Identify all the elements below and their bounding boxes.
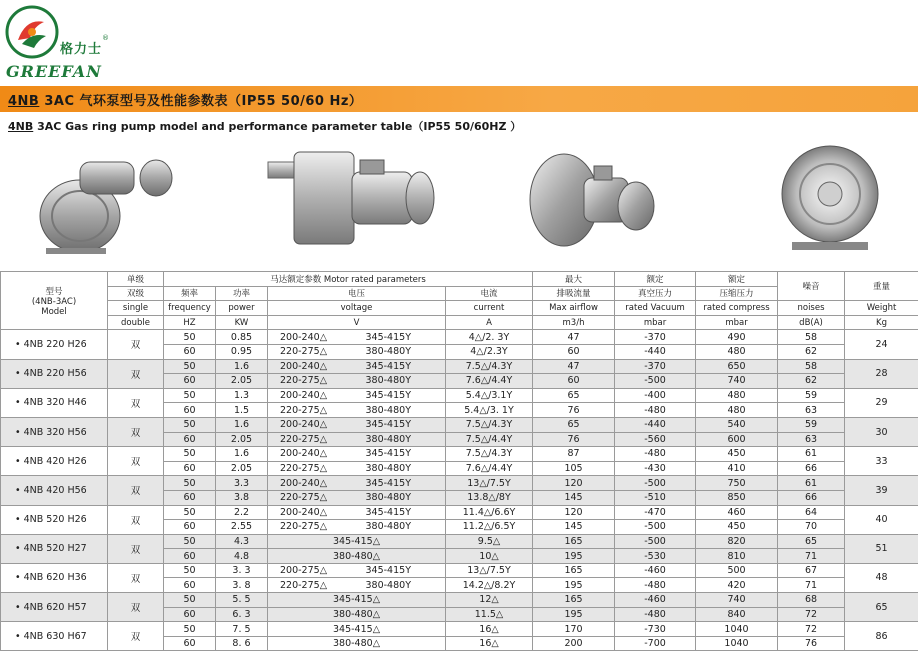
- noise-cell: 62: [778, 374, 845, 389]
- stage-type: 双: [108, 417, 164, 446]
- table-row: [1, 593, 918, 608]
- power-cell: 6. 3: [216, 607, 268, 622]
- power-cell: 3. 8: [216, 578, 268, 593]
- performance-table: [0, 271, 918, 651]
- stage-type: 双: [108, 505, 164, 534]
- model-name: • 4NB 420 H56: [1, 476, 108, 505]
- voltage-cell: 380-480△: [268, 636, 446, 651]
- airflow-cell: 165: [533, 563, 615, 578]
- airflow-cell: 60: [533, 344, 615, 359]
- frequency-cell: 60: [164, 636, 216, 651]
- stage-type: 双: [108, 593, 164, 622]
- header-vac-unit: mbar: [615, 315, 696, 330]
- title-en-rest: 3AC Gas ring pump model and performance parameter table（IP55 50/60HZ ）: [33, 120, 522, 133]
- compress-cell: 740: [696, 374, 778, 389]
- header-stage-single-cn: 单级: [108, 272, 164, 287]
- weight-cell: 39: [845, 476, 918, 505]
- header-vac-en: rated Vacuum: [615, 301, 696, 316]
- airflow-cell: 195: [533, 607, 615, 622]
- header-model: [1, 272, 108, 330]
- compress-cell: 480: [696, 403, 778, 418]
- header-voltage-cn: 电压: [268, 286, 446, 301]
- noise-cell: 76: [778, 636, 845, 651]
- header-current-en: current: [446, 301, 533, 316]
- frequency-cell: 60: [164, 549, 216, 564]
- voltage-star-cell: 345-415Y: [358, 330, 446, 345]
- power-cell: 3. 3: [216, 563, 268, 578]
- header-noise-en: noises: [778, 301, 845, 316]
- header-comp-cn: 压缩压力: [696, 286, 778, 301]
- airflow-cell: 165: [533, 593, 615, 608]
- header-stage-double-cn: 双级: [108, 286, 164, 301]
- model-name: • 4NB 520 H27: [1, 534, 108, 563]
- header-comp-unit: mbar: [696, 315, 778, 330]
- voltage-star-cell: 380-480Y: [358, 520, 446, 535]
- current-cell: 12△: [446, 593, 533, 608]
- header-current-unit: A: [446, 315, 533, 330]
- power-cell: 3.3: [216, 476, 268, 491]
- table-row: [1, 417, 918, 432]
- vacuum-cell: -470: [615, 505, 696, 520]
- voltage-star-cell: 345-415Y: [358, 388, 446, 403]
- logo-cn-text: 格力士: [60, 42, 103, 57]
- voltage-cell: 345-415△: [268, 593, 446, 608]
- airflow-cell: 195: [533, 549, 615, 564]
- voltage-star-cell: 380-480Y: [358, 403, 446, 418]
- vacuum-cell: -480: [615, 403, 696, 418]
- power-cell: 3.8: [216, 490, 268, 505]
- table-row: [1, 534, 918, 549]
- model-name: • 4NB 220 H56: [1, 359, 108, 388]
- voltage-delta-cell: 200-240△: [268, 330, 358, 345]
- power-cell: 0.95: [216, 344, 268, 359]
- current-cell: 7.5△/4.3Y: [446, 359, 533, 374]
- compress-cell: 450: [696, 520, 778, 535]
- title-cn-model: 4NB: [8, 94, 40, 109]
- noise-cell: 63: [778, 432, 845, 447]
- current-cell: 13△/7.5Y: [446, 476, 533, 491]
- compress-cell: 540: [696, 417, 778, 432]
- compress-cell: 490: [696, 330, 778, 345]
- current-cell: 5.4△/3. 1Y: [446, 403, 533, 418]
- power-cell: 2.05: [216, 461, 268, 476]
- power-cell: 1.5: [216, 403, 268, 418]
- header-weight-en: Weight: [845, 301, 918, 316]
- power-cell: 1.6: [216, 417, 268, 432]
- stage-type: 双: [108, 476, 164, 505]
- vacuum-cell: -480: [615, 578, 696, 593]
- power-cell: 2.05: [216, 374, 268, 389]
- header-vac-cn: 真空压力: [615, 286, 696, 301]
- airflow-cell: 145: [533, 520, 615, 535]
- compress-cell: 1040: [696, 622, 778, 637]
- title-en-model: 4NB: [8, 120, 34, 133]
- compress-cell: 500: [696, 563, 778, 578]
- vacuum-cell: -400: [615, 388, 696, 403]
- noise-cell: 61: [778, 447, 845, 462]
- compress-cell: 850: [696, 490, 778, 505]
- vacuum-cell: -430: [615, 461, 696, 476]
- frequency-cell: 50: [164, 505, 216, 520]
- airflow-cell: 47: [533, 359, 615, 374]
- title-en: [8, 118, 521, 134]
- voltage-delta-cell: 220-275△: [268, 578, 358, 593]
- compress-cell: 600: [696, 432, 778, 447]
- frequency-cell: 50: [164, 359, 216, 374]
- header-power-unit: KW: [216, 315, 268, 330]
- frequency-cell: 50: [164, 622, 216, 637]
- voltage-delta-cell: 200-240△: [268, 417, 358, 432]
- header-motor-params: 马达额定参数 Motor rated parameters: [164, 272, 533, 287]
- pump-angle-view: [524, 138, 658, 258]
- frequency-cell: 60: [164, 403, 216, 418]
- table-row: [1, 447, 918, 462]
- noise-cell: 66: [778, 461, 845, 476]
- weight-cell: 51: [845, 534, 918, 563]
- voltage-delta-cell: 220-275△: [268, 520, 358, 535]
- voltage-delta-cell: 220-275△: [268, 461, 358, 476]
- frequency-cell: 60: [164, 607, 216, 622]
- voltage-star-cell: 345-415Y: [358, 447, 446, 462]
- voltage-star-cell: 345-415Y: [358, 359, 446, 374]
- header-power-en: power: [216, 301, 268, 316]
- current-cell: 11.2△/6.5Y: [446, 520, 533, 535]
- vacuum-cell: -530: [615, 549, 696, 564]
- logo-en-text: GREEFAN: [6, 62, 102, 81]
- power-cell: 4.3: [216, 534, 268, 549]
- frequency-cell: 50: [164, 447, 216, 462]
- weight-cell: 40: [845, 505, 918, 534]
- stage-type: 双: [108, 622, 164, 651]
- compress-cell: 460: [696, 505, 778, 520]
- header-weight-cn: 重量: [845, 272, 918, 301]
- header-noise-cn: 噪音: [778, 272, 845, 301]
- table-row: [1, 563, 918, 578]
- voltage-delta-cell: 200-275△: [268, 563, 358, 578]
- title-cn: [8, 90, 362, 109]
- compress-cell: 740: [696, 593, 778, 608]
- voltage-delta-cell: 220-275△: [268, 374, 358, 389]
- power-cell: 8. 6: [216, 636, 268, 651]
- airflow-cell: 76: [533, 403, 615, 418]
- title-bar: [0, 86, 918, 112]
- voltage-cell: 380-480△: [268, 549, 446, 564]
- header-max: 最大: [533, 272, 615, 287]
- greefan-logo-mark-icon: [4, 4, 60, 60]
- current-cell: 7.6△/4.4Y: [446, 374, 533, 389]
- power-cell: 1.6: [216, 359, 268, 374]
- voltage-star-cell: 380-480Y: [358, 490, 446, 505]
- table-row: [1, 622, 918, 637]
- noise-cell: 65: [778, 534, 845, 549]
- header-power-cn: 功率: [216, 286, 268, 301]
- voltage-delta-cell: 220-275△: [268, 344, 358, 359]
- current-cell: 4△/2.3Y: [446, 344, 533, 359]
- header-noise-unit: dB(A): [778, 315, 845, 330]
- title-cn-rest: 3AC 气环泵型号及性能参数表（IP55 50/60 Hz）: [39, 94, 363, 109]
- current-cell: 5.4△/3.1Y: [446, 388, 533, 403]
- header-model-sub: (4NB-3AC): [31, 296, 77, 307]
- vacuum-cell: -730: [615, 622, 696, 637]
- header-freq-unit: HZ: [164, 315, 216, 330]
- table-body: [1, 330, 918, 651]
- vacuum-cell: -480: [615, 607, 696, 622]
- frequency-cell: 50: [164, 534, 216, 549]
- compress-cell: 480: [696, 388, 778, 403]
- noise-cell: 63: [778, 403, 845, 418]
- header-air-en: Max airflow: [533, 301, 615, 316]
- weight-cell: 65: [845, 593, 918, 622]
- model-name: • 4NB 220 H26: [1, 330, 108, 359]
- vacuum-cell: -500: [615, 476, 696, 491]
- weight-cell: 86: [845, 622, 918, 651]
- voltage-delta-cell: 200-240△: [268, 388, 358, 403]
- frequency-cell: 50: [164, 330, 216, 345]
- frequency-cell: 60: [164, 344, 216, 359]
- header-freq-cn: 频率: [164, 286, 216, 301]
- noise-cell: 70: [778, 520, 845, 535]
- frequency-cell: 60: [164, 520, 216, 535]
- compress-cell: 410: [696, 461, 778, 476]
- airflow-cell: 47: [533, 330, 615, 345]
- pump-side-view: [36, 138, 176, 258]
- header-voltage-unit: V: [268, 315, 446, 330]
- voltage-star-cell: 380-480Y: [358, 461, 446, 476]
- current-cell: 4△/2. 3Y: [446, 330, 533, 345]
- stage-type: 双: [108, 563, 164, 592]
- pump-long-view: [264, 138, 436, 258]
- voltage-delta-cell: 200-240△: [268, 476, 358, 491]
- frequency-cell: 50: [164, 563, 216, 578]
- weight-cell: 30: [845, 417, 918, 446]
- model-name: • 4NB 320 H56: [1, 417, 108, 446]
- power-cell: 4.8: [216, 549, 268, 564]
- voltage-delta-cell: 200-240△: [268, 359, 358, 374]
- power-cell: 5. 5: [216, 593, 268, 608]
- vacuum-cell: -370: [615, 330, 696, 345]
- power-cell: 1.3: [216, 388, 268, 403]
- logo-registered-mark: ®: [102, 34, 109, 42]
- frequency-cell: 60: [164, 461, 216, 476]
- current-cell: 14.2△/8.2Y: [446, 578, 533, 593]
- vacuum-cell: -370: [615, 359, 696, 374]
- table-row: [1, 505, 918, 520]
- header-weight-unit: Kg: [845, 315, 918, 330]
- header-comp-en: rated compress: [696, 301, 778, 316]
- compress-cell: 450: [696, 447, 778, 462]
- current-cell: 7.6△/4.4Y: [446, 461, 533, 476]
- table-row: [1, 476, 918, 491]
- vacuum-cell: -440: [615, 344, 696, 359]
- compress-cell: 820: [696, 534, 778, 549]
- frequency-cell: 60: [164, 432, 216, 447]
- noise-cell: 67: [778, 563, 845, 578]
- noise-cell: 72: [778, 607, 845, 622]
- greefan-logo: [4, 4, 134, 82]
- vacuum-cell: -460: [615, 563, 696, 578]
- stage-type: 双: [108, 388, 164, 417]
- voltage-cell: 380-480△: [268, 607, 446, 622]
- frequency-cell: 60: [164, 578, 216, 593]
- voltage-star-cell: 380-480Y: [358, 344, 446, 359]
- frequency-cell: 50: [164, 417, 216, 432]
- airflow-cell: 165: [533, 534, 615, 549]
- frequency-cell: 60: [164, 374, 216, 389]
- current-cell: 7.5△/4.3Y: [446, 417, 533, 432]
- power-cell: 1.6: [216, 447, 268, 462]
- airflow-cell: 105: [533, 461, 615, 476]
- stage-type: 双: [108, 534, 164, 563]
- weight-cell: 24: [845, 330, 918, 359]
- airflow-cell: 170: [533, 622, 615, 637]
- compress-cell: 650: [696, 359, 778, 374]
- compress-cell: 810: [696, 549, 778, 564]
- noise-cell: 59: [778, 388, 845, 403]
- power-cell: 2.2: [216, 505, 268, 520]
- current-cell: 16△: [446, 636, 533, 651]
- noise-cell: 68: [778, 593, 845, 608]
- vacuum-cell: -480: [615, 447, 696, 462]
- vacuum-cell: -500: [615, 534, 696, 549]
- current-cell: 16△: [446, 622, 533, 637]
- stage-type: 双: [108, 330, 164, 359]
- table-row: [1, 330, 918, 345]
- voltage-delta-cell: 200-240△: [268, 447, 358, 462]
- current-cell: 11.4△/6.6Y: [446, 505, 533, 520]
- power-cell: 7. 5: [216, 622, 268, 637]
- noise-cell: 72: [778, 622, 845, 637]
- model-name: • 4NB 520 H26: [1, 505, 108, 534]
- current-cell: 11.5△: [446, 607, 533, 622]
- noise-cell: 71: [778, 578, 845, 593]
- airflow-cell: 87: [533, 447, 615, 462]
- voltage-star-cell: 345-415Y: [358, 563, 446, 578]
- voltage-star-cell: 380-480Y: [358, 432, 446, 447]
- noise-cell: 58: [778, 330, 845, 345]
- vacuum-cell: -700: [615, 636, 696, 651]
- voltage-cell: 345-415△: [268, 534, 446, 549]
- current-cell: 7.5△/4.3Y: [446, 447, 533, 462]
- airflow-cell: 76: [533, 432, 615, 447]
- airflow-cell: 145: [533, 490, 615, 505]
- header-model-cn: 型号: [45, 286, 63, 297]
- header-voltage-en: voltage: [268, 301, 446, 316]
- noise-cell: 66: [778, 490, 845, 505]
- compress-cell: 420: [696, 578, 778, 593]
- airflow-cell: 200: [533, 636, 615, 651]
- header-stage-double-en: double: [108, 315, 164, 330]
- voltage-cell: 345-415△: [268, 622, 446, 637]
- voltage-delta-cell: 220-275△: [268, 432, 358, 447]
- stage-type: 双: [108, 359, 164, 388]
- airflow-cell: 120: [533, 476, 615, 491]
- noise-cell: 62: [778, 344, 845, 359]
- noise-cell: 58: [778, 359, 845, 374]
- pump-front-view: [776, 138, 884, 258]
- vacuum-cell: -500: [615, 374, 696, 389]
- header-air-cn: 排吸流量: [533, 286, 615, 301]
- model-name: • 4NB 320 H46: [1, 388, 108, 417]
- airflow-cell: 120: [533, 505, 615, 520]
- weight-cell: 28: [845, 359, 918, 388]
- noise-cell: 59: [778, 417, 845, 432]
- vacuum-cell: -460: [615, 593, 696, 608]
- header-air-unit: m3/h: [533, 315, 615, 330]
- weight-cell: 48: [845, 563, 918, 592]
- current-cell: 9.5△: [446, 534, 533, 549]
- noise-cell: 61: [778, 476, 845, 491]
- airflow-cell: 60: [533, 374, 615, 389]
- header-model-en: Model: [41, 306, 67, 317]
- model-name: • 4NB 420 H26: [1, 447, 108, 476]
- header-freq-en: frequency: [164, 301, 216, 316]
- frequency-cell: 50: [164, 388, 216, 403]
- voltage-delta-cell: 220-275△: [268, 490, 358, 505]
- model-name: • 4NB 620 H57: [1, 593, 108, 622]
- current-cell: 7.5△/4.4Y: [446, 432, 533, 447]
- table-row: [1, 388, 918, 403]
- noise-cell: 64: [778, 505, 845, 520]
- voltage-star-cell: 345-415Y: [358, 476, 446, 491]
- compress-cell: 840: [696, 607, 778, 622]
- current-cell: 13.8△/8Y: [446, 490, 533, 505]
- compress-cell: 750: [696, 476, 778, 491]
- vacuum-cell: -510: [615, 490, 696, 505]
- header-rated-comp: 额定: [696, 272, 778, 287]
- vacuum-cell: -560: [615, 432, 696, 447]
- model-name: • 4NB 630 H67: [1, 622, 108, 651]
- current-cell: 13△/7.5Y: [446, 563, 533, 578]
- noise-cell: 71: [778, 549, 845, 564]
- compress-cell: 1040: [696, 636, 778, 651]
- power-cell: 2.55: [216, 520, 268, 535]
- voltage-delta-cell: 220-275△: [268, 403, 358, 418]
- header-current-cn: 电流: [446, 286, 533, 301]
- voltage-star-cell: 345-415Y: [358, 505, 446, 520]
- weight-cell: 33: [845, 447, 918, 476]
- airflow-cell: 65: [533, 417, 615, 432]
- power-cell: 0.85: [216, 330, 268, 345]
- compress-cell: 480: [696, 344, 778, 359]
- airflow-cell: 195: [533, 578, 615, 593]
- vacuum-cell: -500: [615, 520, 696, 535]
- voltage-star-cell: 345-415Y: [358, 417, 446, 432]
- voltage-delta-cell: 200-240△: [268, 505, 358, 520]
- power-cell: 2.05: [216, 432, 268, 447]
- airflow-cell: 65: [533, 388, 615, 403]
- weight-cell: 29: [845, 388, 918, 417]
- voltage-star-cell: 380-480Y: [358, 374, 446, 389]
- model-name: • 4NB 620 H36: [1, 563, 108, 592]
- current-cell: 10△: [446, 549, 533, 564]
- table-row: [1, 359, 918, 374]
- frequency-cell: 50: [164, 476, 216, 491]
- frequency-cell: 60: [164, 490, 216, 505]
- header-stage-single-en: single: [108, 301, 164, 316]
- voltage-star-cell: 380-480Y: [358, 578, 446, 593]
- vacuum-cell: -440: [615, 417, 696, 432]
- stage-type: 双: [108, 447, 164, 476]
- frequency-cell: 50: [164, 593, 216, 608]
- header-rated-vac: 额定: [615, 272, 696, 287]
